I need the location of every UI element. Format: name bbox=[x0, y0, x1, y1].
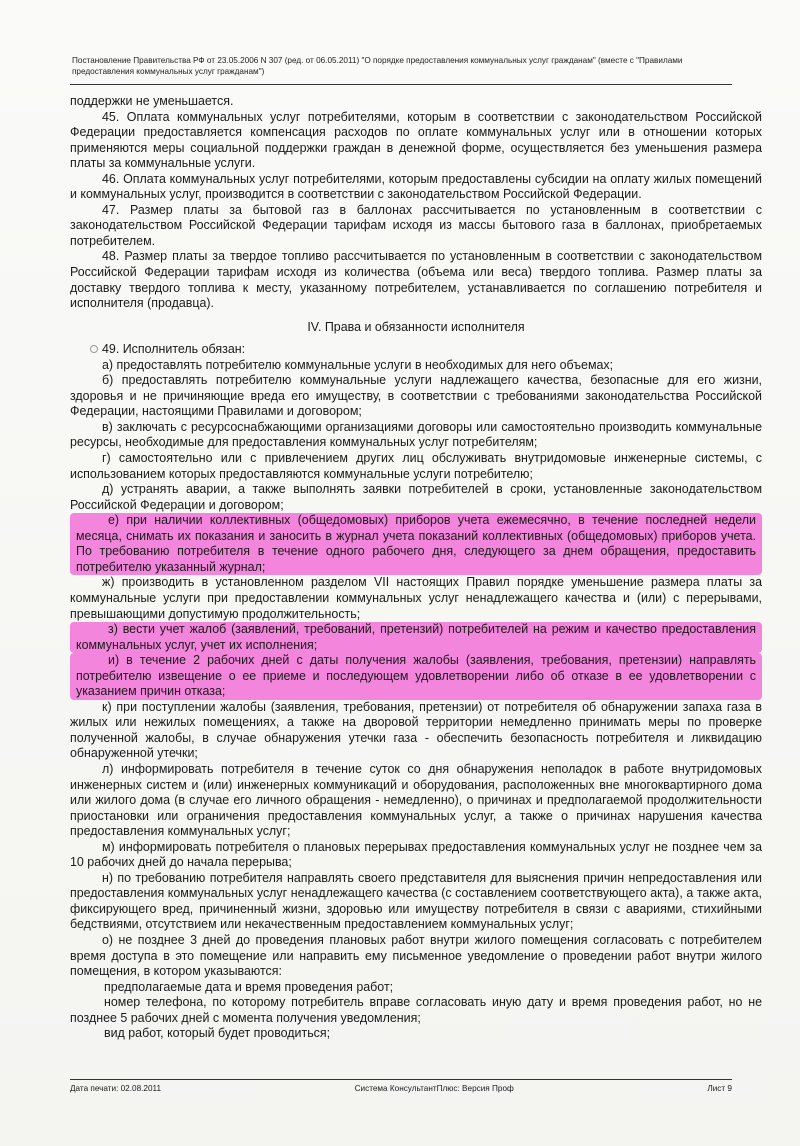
paragraph-46: 46. Оплата коммунальных услуг потребителями, которым предоставлены субсидии на оплату жилых помещений и коммунальных услуг, производится в соответствии с законодательством Российской Федерации. bbox=[70, 171, 762, 202]
item-a: а) предоставлять потребителю коммунальные услуги в необходимых для него объемах; bbox=[102, 357, 614, 372]
footer-divider bbox=[70, 1079, 732, 1080]
header-divider bbox=[70, 84, 732, 85]
item-b: б) предоставлять потребителю коммунальные услуги надлежащего качества, безопасные для его жизни, здоровья и не причиняющие вреда его имуществу, в соответствии с требованиями законодательства Российской Федерации, настоящими Правилами и договором; bbox=[70, 373, 762, 419]
item-z-highlighted: з) вести учет жалоб (заявлений, требований, претензий) потребителей на режим и качество предоставления коммунальных услуг, учет их исполнения; bbox=[70, 622, 762, 653]
item-o-sub-2: номер телефона, по которому потребитель вправе согласовать иную дату и время проведения работ, но не позднее 5 рабочих дней с момента получения уведомления; bbox=[70, 995, 762, 1025]
item-o: о) не позднее 3 дней до проведения плановых работ внутри жилого помещения согласовать с потребителем время доступа в это помещение или направить ему письменное уведомление о проведении работ внутри жилого помещения, в котором указываются: bbox=[70, 932, 762, 979]
document-header: Постановление Правительства РФ от 23.05.2006 N 307 (ред. от 06.05.2011) "О порядке предоставления коммунальных услуг гражданам" (вместе с "Правилами предоставления коммунальных услуг гражданам") bbox=[72, 56, 683, 76]
item-zh: ж) производить в установленном разделом VII настоящих Правил порядке уменьшение размера платы за коммунальные услуги при предоставлении коммунальных услуг ненадлежащего качества и (или) с перерывами, превышающими допустимую продолжительность; bbox=[70, 575, 762, 621]
item-e-highlighted: е) при наличии коллективных (общедомовых) приборов учета ежемесячно, в течение последней недели месяца, снимать их показания и заносить в журнал учета показаний коллективных (общедомовых) приборов учета. По требованию потребителя в течение одного рабочего дня, следующего за днем обращения, предоставить потребителю указанный журнал; bbox=[70, 513, 762, 575]
section-heading: IV. Права и обязанности исполнителя bbox=[307, 319, 525, 334]
item-o-sub-1: предполагаемые дата и время проведения работ; bbox=[104, 979, 394, 994]
item-v: в) заключать с ресурсоснабжающими организациями договоры или самостоятельно производить коммунальные ресурсы, необходимые для предоставления коммунальных услуг потребителям; bbox=[70, 419, 762, 450]
item-d: д) устранять аварии, а также выполнять заявки потребителей в сроки, установленные законодательством Российской Федерации и договором; bbox=[70, 482, 762, 512]
sheet-number: Лист 9 bbox=[707, 1084, 732, 1093]
item-o-sub-3: вид работ, который будет проводиться; bbox=[104, 1026, 331, 1041]
paragraph-47: 47. Размер платы за бытовой газ в баллонах рассчитывается по установленным в соответствии с законодательством Российской Федерации тарифам исходя из массы бытового газа в баллонах, приобретаемых потребителем. bbox=[70, 202, 762, 248]
system-version: Система КонсультантПлюс: Версия Проф bbox=[354, 1084, 514, 1093]
item-l: л) информировать потребителя в течение суток со дня обнаружения неполадок в работе внутридомовых инженерных систем и (или) инженерных коммуникаций и оборудования, расположенных вне многоквартирного дома или жилого дома (в случае его личного обращения - немедленно), о причинах и предполагаемой продолжительности приостановки или ограничения предоставления коммунальных услуг, а также о причинах нарушения качества предоставления коммунальных услуг; bbox=[70, 761, 762, 839]
item-i-highlighted: и) в течение 2 рабочих дней с даты получения жалобы (заявления, требования, претензии) направлять потребителю извещение о ее приеме и последующем удовлетворении либо об отказе в ее удовлетворении с указанием причин отказа; bbox=[70, 653, 762, 700]
paragraph-45: 45. Оплата коммунальных услуг потребителями, которым в соответствии с законодательством Российской Федерации предоставляется компенсация расходов по оплате коммунальных услуг или в отношении которых применяются меры социальной поддержки граждан в денежной форме, осуществляется без уменьшения размера платы за коммунальные услуги. bbox=[70, 109, 762, 171]
item-k: к) при поступлении жалобы (заявления, требования, претензии) от потребителя об обнаружении запаха газа в жилых или нежилых помещениях, а также на дворовой территории немедленно принимать меры по проверке полученной жалобы, в случае обнаружения утечки газа - обеспечить безопасность потребителя и ликвидацию обнаруженной утечки; bbox=[70, 699, 762, 761]
document-body bbox=[70, 94, 762, 1042]
item-n: н) по требованию потребителя направлять своего представителя для выяснения причин непредоставления или предоставления коммунальных услуг ненадлежащего качества (с составлением соответствующего акта), а также акта, фиксирующего вред, причиненный жизни, здоровью или имуществу потребителя в связи с авариями, стихийными бедствиями, отсутствием или некачественным предоставлением коммунальных услуг; bbox=[70, 870, 762, 932]
item-m: м) информировать потребителя о плановых перерывах предоставления коммунальных услуг не позднее чем за 10 рабочих дней до начала перерыва; bbox=[70, 839, 762, 870]
document-footer bbox=[70, 1084, 732, 1093]
print-date: Дата печати: 02.08.2011 bbox=[70, 1084, 161, 1093]
paragraph-48: 48. Размер платы за твердое топливо рассчитывается по установленным в соответствии с законодательством Российской Федерации тарифам исходя из количества (объема или веса) твердого топлива. Размер платы за доставку твердого топлива к месту, указанному потребителем, устанавливается по соглашению потребителя и исполнителя (продавца). bbox=[70, 249, 762, 311]
item-g: г) самостоятельно или с привлечением других лиц обслуживать внутридомовые инженерные системы, с использованием которых предоставляются коммунальные услуги потребителю; bbox=[70, 451, 762, 481]
paragraph-continuation: поддержки не уменьшается. bbox=[70, 94, 234, 108]
paragraph-49: 49. Исполнитель обязан: bbox=[102, 342, 246, 357]
